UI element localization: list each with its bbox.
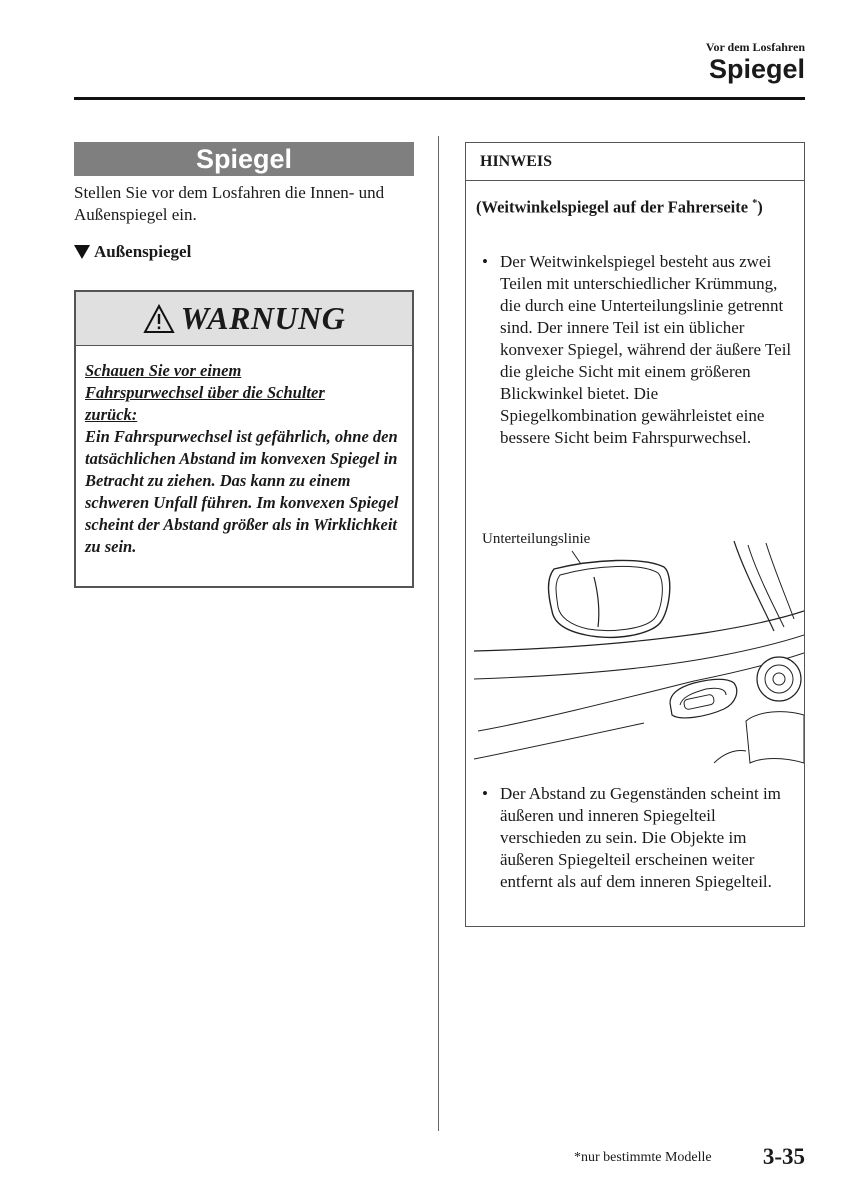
bullet-dot-icon: • xyxy=(482,252,488,271)
warning-box xyxy=(74,290,414,588)
mirror-illustration xyxy=(474,531,804,781)
bullet-dot-icon: • xyxy=(482,784,488,803)
footnote: *nur bestimmte Modelle xyxy=(574,1150,712,1165)
column-divider xyxy=(438,136,439,1131)
warning-header xyxy=(76,292,412,346)
warning-body xyxy=(76,346,412,558)
warning-heading-line-2: Fahrspurwechsel über die Schulter xyxy=(85,383,325,402)
subheading-label: Außenspiegel xyxy=(94,242,192,261)
note-subtitle-close: ) xyxy=(757,197,763,217)
note-title: HINWEIS xyxy=(466,143,804,181)
warning-title: WARNUNG xyxy=(180,300,346,336)
warning-triangle-icon xyxy=(143,304,175,334)
section-banner: Spiegel xyxy=(74,142,414,176)
running-page-title: Spiegel xyxy=(708,54,805,84)
warning-heading-line-1: Schauen Sie vor einem xyxy=(85,361,242,380)
note-bullet-2 xyxy=(482,783,797,893)
header-rule xyxy=(74,97,805,100)
intro-text: Stellen Sie vor dem Losfahren die Innen- und Außenspiegel ein. xyxy=(74,183,385,224)
figure-label: Unterteilungslinie xyxy=(482,531,591,547)
running-section-title: Vor dem Losfahren xyxy=(705,40,805,54)
page-number: 3-35 xyxy=(762,1144,805,1169)
subheading xyxy=(74,242,191,262)
note-bullet-2-text: Der Abstand zu Gegenständen scheint im äußeren und inneren Spiegelteil verschieden zu sein. Die Objekte im äußeren Spiegelteil erscheinen weiter entfernt als auf dem inneren Spiegelteil. xyxy=(500,784,781,891)
note-subtitle xyxy=(476,193,796,219)
warning-heading-line-3: zurück: xyxy=(85,405,138,424)
note-box xyxy=(465,142,805,927)
triangle-marker-icon xyxy=(74,245,90,259)
note-bullet-1 xyxy=(482,251,797,449)
warning-text: Ein Fahrspurwechsel ist gefährlich, ohne den tatsächlichen Abstand im konvexen Spiegel in Betracht zu ziehen. Das kann zu einem schweren Unfall führen. Im konvexen Spiegel scheint der Abstand größer als in Wirklichkeit zu sein. xyxy=(85,427,399,556)
note-subtitle-text: (Weitwinkelspiegel auf der Fahrerseite xyxy=(476,197,749,217)
note-bullet-1-text: Der Weitwinkelspiegel besteht aus zwei Teilen mit unterschiedlicher Krümmung, die durch eine Unterteilungslinie getrennt sind. Der innere Teil ist ein üblicher konvexer Spiegel, während der äußere Teil die gleiche Sicht mit einem größeren Blickwinkel bietet. Die Spiegelkombination gewährleistet eine bessere Sicht beim Fahrspurwechsel. xyxy=(500,252,792,447)
footnote-mark: * xyxy=(752,198,758,209)
